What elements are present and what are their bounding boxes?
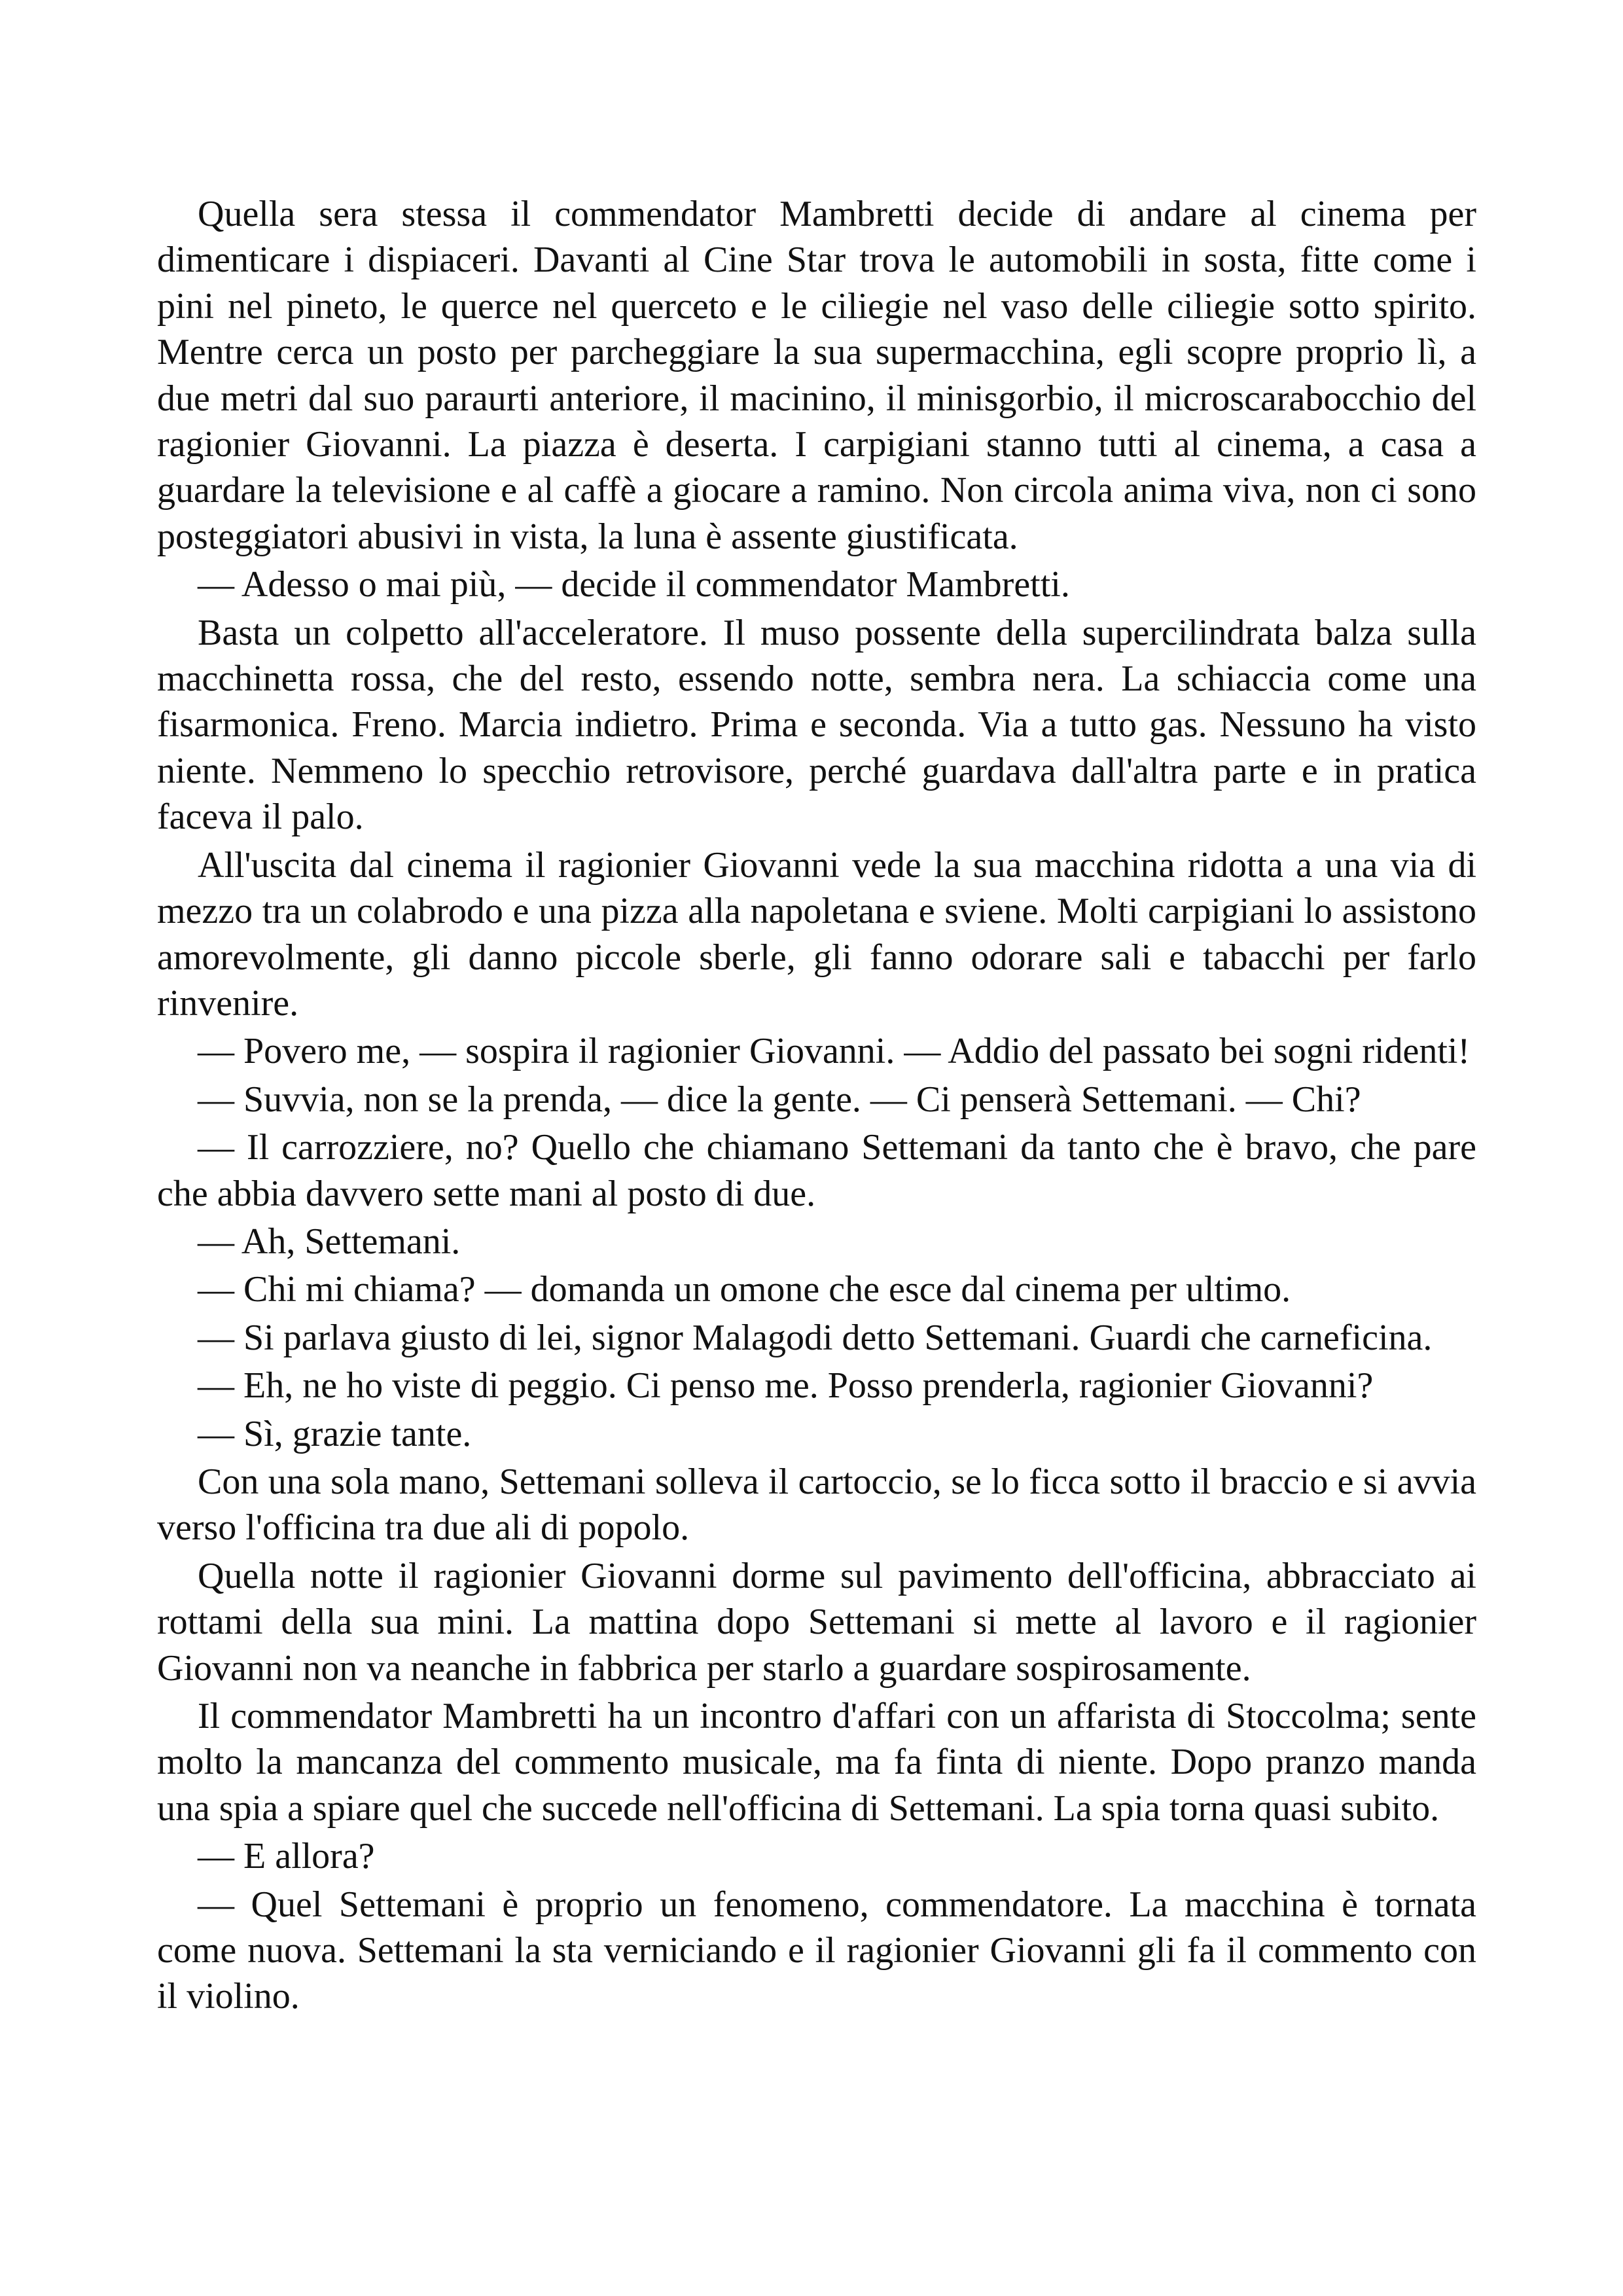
paragraph: — Sì, grazie tante. (198, 1413, 472, 1454)
paragraph: Con una sola mano, Settemani solleva il cartoccio, se lo ficca sotto il braccio e si avvia verso l'officina tra due ali di popolo. (157, 1461, 1476, 1549)
paragraph: — Eh, ne ho viste di peggio. Ci penso me. Posso prenderla, ragionier Giovanni? (198, 1365, 1374, 1407)
paragraph: Il commendator Mambretti ha un incontro d'affari con un affarista di Stoccolma; sente molto la mancanza del commento musicale, ma fa finta di niente. Dopo pranzo manda una spia a spiare quel che succede nell'officina di Settemani. La spia torna quasi subito. (157, 1696, 1476, 1829)
paragraph: — Si parlava giusto di lei, signor Malagodi detto Settemani. Guardi che carneficina. (198, 1317, 1433, 1358)
paragraph: — Quel Settemani è proprio un fenomeno, commendatore. La macchina è tornata come nuova. Settemani la sta verniciando e il ragionier Giovanni gli fa il commento con il violino. (157, 1884, 1476, 2017)
paragraph: — E allora? (198, 1836, 375, 1877)
text-body (157, 191, 1476, 2022)
paragraph: — Ah, Settemani. (198, 1221, 461, 1262)
paragraph: Quella sera stessa il commendator Mambretti decide di andare al cinema per dimenticare i dispiaceri. Davanti al Cine Star trova le automobili in sosta, fitte come i pini nel pineto, le querce nel querceto e le ciliegie nel vaso delle ciliegie sotto spirito. Mentre cerca un posto per parcheggiare la sua supermacchina, egli scopre proprio lì, a due metri dal suo paraurti anteriore, il macinino, il minisgorbio, il microscarabocchio del ragionier Giovanni. La piazza è deserta. I carpigiani stanno tutti al cinema, a casa a guardare la televisione e al caffè a giocare a ramino. Non circola anima viva, non ci sono posteggiatori abusivi in vista, la luna è assente giustificata. (157, 194, 1476, 557)
paragraph: — Povero me, — sospira il ragionier Giovanni. — Addio del passato bei sogni ridenti! (198, 1031, 1471, 1072)
paragraph: Basta un colpetto all'acceleratore. Il muso possente della supercilindrata balza sulla macchinetta rossa, che del resto, essendo notte, sembra nera. La schiaccia come una fisarmonica. Freno. Marcia indietro. Prima e seconda. Via a tutto gas. Nessuno ha visto niente. Nemmeno lo specchio retrovisore, perché guardava dall'altra parte e in pratica faceva il palo. (157, 612, 1476, 838)
paragraph: — Chi mi chiama? — domanda un omone che esce dal cinema per ultimo. (198, 1269, 1291, 1310)
paragraph: — Suvvia, non se la prenda, — dice la gente. — Ci penserà Settemani. — Chi? (198, 1079, 1361, 1120)
paragraph: All'uscita dal cinema il ragionier Giovanni vede la sua macchina ridotta a una via di mezzo tra un colabrodo e una pizza alla napoletana e sviene. Molti carpigiani lo assistono amorevolmente, gli danno piccole sberle, gli fanno odorare sali e tabacchi per farlo rinvenire. (157, 844, 1476, 1024)
paragraph: — Adesso o mai più, — decide il commendator Mambretti. (198, 564, 1070, 605)
paragraph: — Il carrozziere, no? Quello che chiamano Settemani da tanto che è bravo, che pare che abbia davvero sette mani al posto di due. (157, 1127, 1476, 1214)
paragraph: Quella notte il ragionier Giovanni dorme sul pavimento dell'officina, abbracciato ai rottami della sua mini. La mattina dopo Settemani si mette al lavoro e il ragionier Giovanni non va neanche in fabbrica per starlo a guardare sospirosamente. (157, 1555, 1476, 1689)
